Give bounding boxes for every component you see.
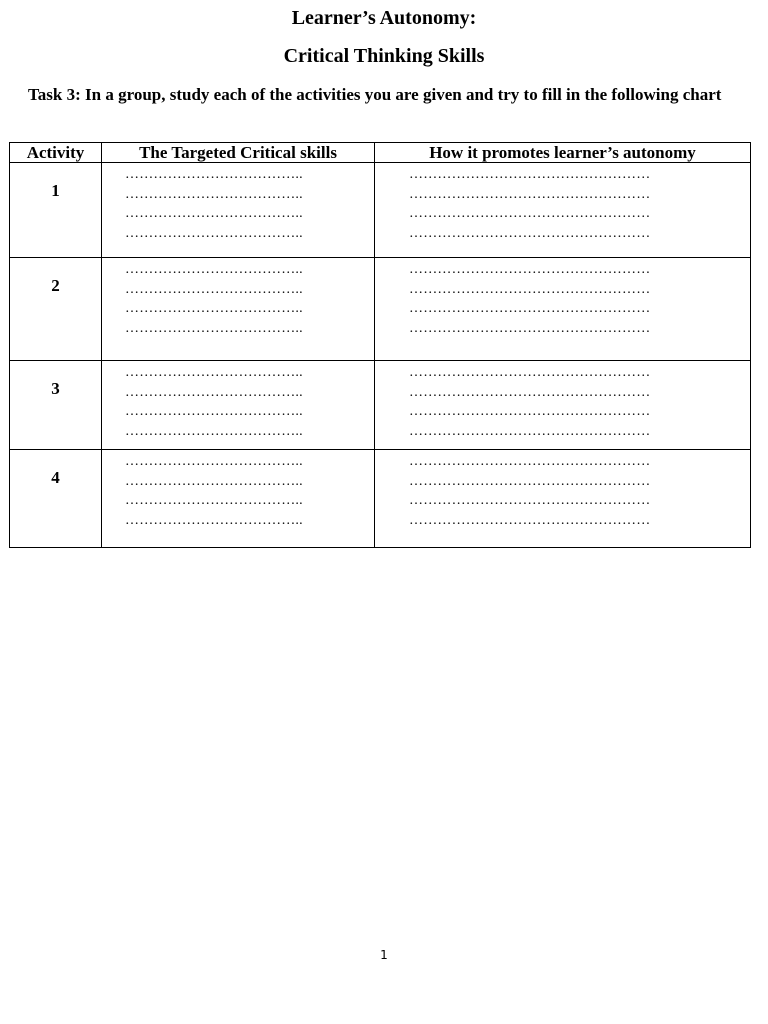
- autonomy-fill-in-cell[interactable]: [375, 258, 751, 361]
- page-number: 1: [380, 948, 388, 962]
- autonomy-fill-in-cell[interactable]: [375, 450, 751, 548]
- dotted-line: ……………………………………………: [409, 262, 651, 277]
- dotted-line: ………………………………..: [125, 384, 303, 400]
- dotted-line: ……………………………………………: [409, 206, 651, 221]
- dotted-line: ………………………………..: [125, 262, 303, 277]
- dotted-line: ……………………………………………: [409, 281, 651, 297]
- dotted-line: ………………………………..: [125, 404, 303, 419]
- table-row-activity-1: [10, 163, 751, 258]
- table-header-row: [10, 143, 751, 163]
- dotted-line: ………………………………..: [125, 320, 303, 336]
- dotted-line: ……………………………………………: [409, 454, 651, 469]
- table-row-activity-3: [10, 361, 751, 450]
- dotted-line: ………………………………..: [125, 186, 303, 202]
- activity-number-cell: 3: [10, 361, 102, 450]
- skills-fill-in-cell[interactable]: [102, 163, 375, 258]
- autonomy-fill-in-cell[interactable]: [375, 361, 751, 450]
- dotted-line: ………………………………..: [125, 493, 303, 508]
- task-instruction: Task 3: In a group, study each of the activities you are given and try to fill in the following chart: [28, 85, 722, 104]
- skills-fill-in-cell[interactable]: [102, 450, 375, 548]
- dotted-line: ……………………………………………: [409, 384, 651, 400]
- activity-number-cell: 2: [10, 258, 102, 361]
- dotted-line: ………………………………..: [125, 454, 303, 469]
- skills-fill-in-cell[interactable]: [102, 361, 375, 450]
- activity-chart-table: [9, 142, 751, 548]
- dotted-line: ……………………………………………: [409, 365, 651, 380]
- dotted-line: ………………………………..: [125, 167, 303, 182]
- dotted-line: ……………………………………………: [409, 423, 651, 439]
- column-header-activity: Activity: [10, 143, 102, 163]
- dotted-line: ………………………………..: [125, 473, 303, 489]
- dotted-line: ………………………………..: [125, 281, 303, 297]
- dotted-line: ………………………………..: [125, 512, 303, 528]
- table-row-activity-2: [10, 258, 751, 361]
- dotted-line: ………………………………..: [125, 423, 303, 439]
- dotted-line: ……………………………………………: [409, 301, 651, 316]
- document-subtitle: Critical Thinking Skills: [283, 45, 485, 67]
- dotted-line: ………………………………..: [125, 365, 303, 380]
- document-title: Learner’s Autonomy:: [291, 7, 477, 29]
- dotted-line: ……………………………………………: [409, 167, 651, 182]
- dotted-line: ……………………………………………: [409, 186, 651, 202]
- dotted-line: ……………………………………………: [409, 320, 651, 336]
- dotted-line: ……………………………………………: [409, 225, 651, 241]
- autonomy-fill-in-cell[interactable]: [375, 163, 751, 258]
- dotted-line: ……………………………………………: [409, 512, 651, 528]
- column-header-targeted-skills: The Targeted Critical skills: [102, 143, 375, 163]
- table-row-activity-4: [10, 450, 751, 548]
- dotted-line: ……………………………………………: [409, 473, 651, 489]
- activity-number-cell: 1: [10, 163, 102, 258]
- dotted-line: ………………………………..: [125, 206, 303, 221]
- dotted-line: ………………………………..: [125, 225, 303, 241]
- dotted-line: ……………………………………………: [409, 404, 651, 419]
- skills-fill-in-cell[interactable]: [102, 258, 375, 361]
- dotted-line: ……………………………………………: [409, 493, 651, 508]
- activity-number-cell: 4: [10, 450, 102, 548]
- dotted-line: ………………………………..: [125, 301, 303, 316]
- column-header-promotes-autonomy: How it promotes learner’s autonomy: [375, 143, 751, 163]
